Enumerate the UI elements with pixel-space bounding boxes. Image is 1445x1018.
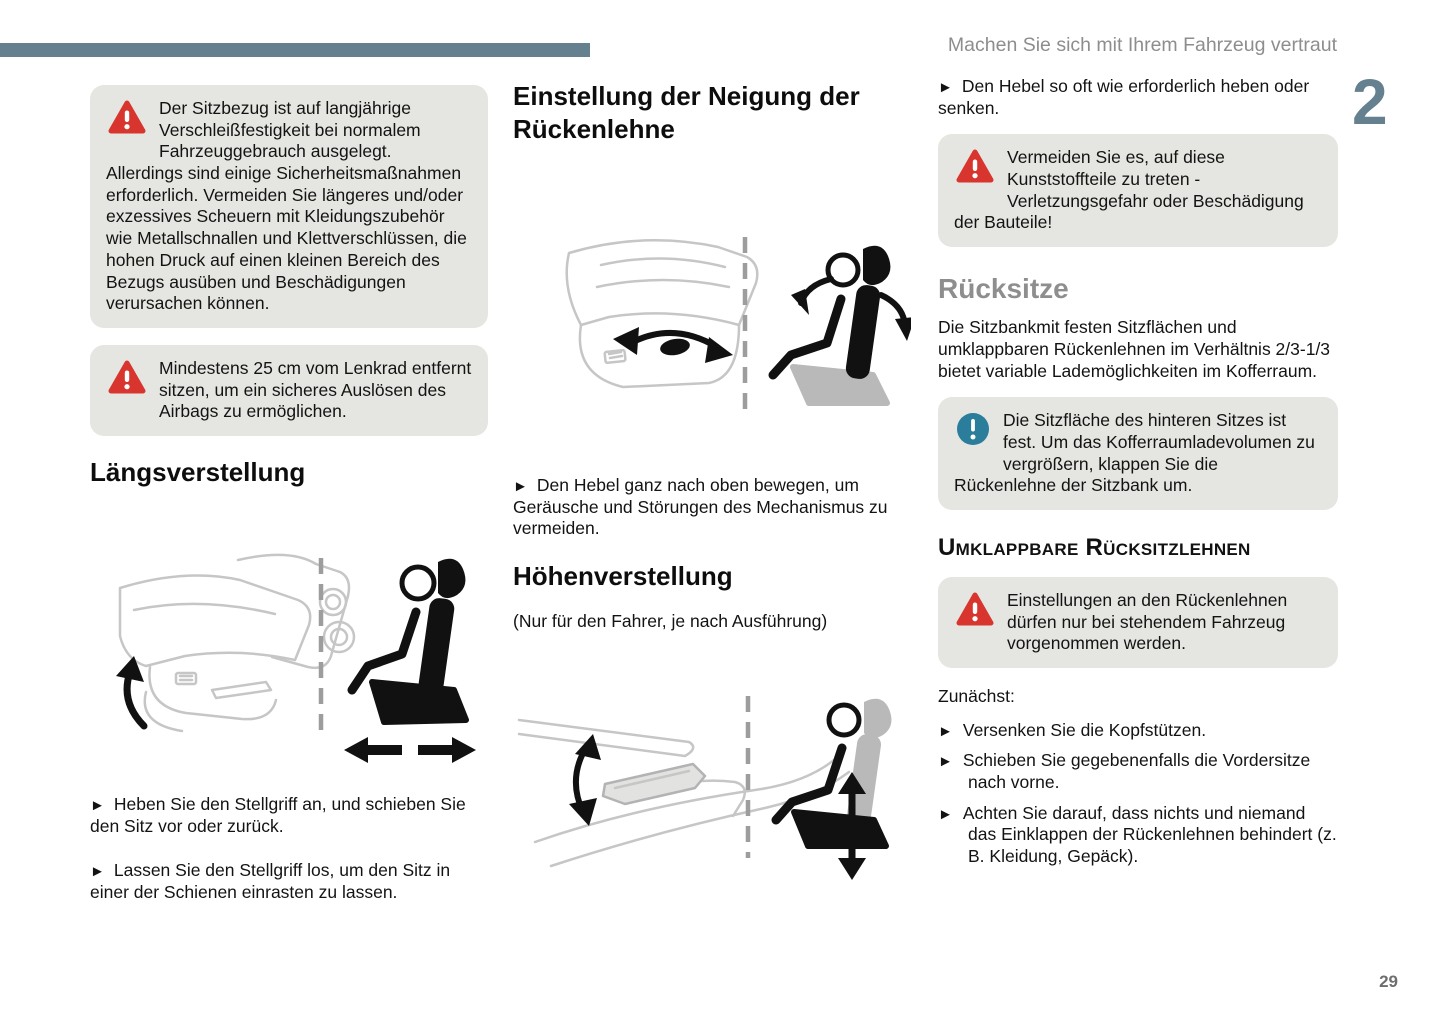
recline-pictogram <box>773 246 911 403</box>
bullet-text: Schieben Sie gegebenenfalls die Vordersitze nach vorne. <box>962 750 1311 793</box>
left-column <box>90 85 488 903</box>
intro-zunaechst: Zunächst: <box>938 686 1015 706</box>
bullet-item <box>513 475 911 540</box>
section-heading-hoehenverstellung: Höhenverstellung <box>513 561 733 592</box>
middle-column <box>513 80 911 880</box>
height-pictogram <box>776 699 891 880</box>
seat-rear-sketch <box>567 240 758 387</box>
lever-sketch <box>519 720 849 866</box>
bullet-text: Lassen Sie den Stellgriff los, um den Sitz in einer der Schienen einrasten zu lassen. <box>90 859 451 902</box>
bullet-arrow-icon: ► <box>938 722 953 740</box>
bullet-arrow-icon: ► <box>938 79 953 96</box>
backrest-tilt-illustration <box>513 225 911 455</box>
tilt-arrow-head-right <box>705 337 733 363</box>
page-header-title: Machen Sie sich mit Ihrem Fahrzeug vertraut <box>947 34 1337 56</box>
bullet-item <box>938 76 1338 119</box>
warning-triangle-icon <box>108 360 146 401</box>
bullet-item <box>938 803 1338 868</box>
bullet-text: Den Hebel ganz nach oben bewegen, um Geräusche und Störungen des Mechanismus zu vermeiden. <box>513 475 888 539</box>
bullet-item <box>938 750 1338 793</box>
info-circle-icon <box>956 412 990 452</box>
bullet-arrow-icon: ► <box>938 805 953 823</box>
bullet-text: Den Hebel so oft wie erforderlich heben oder senken. <box>938 76 1310 118</box>
longitudinal-adjustment-illustration <box>90 540 488 772</box>
warning-triangle-icon <box>956 592 994 633</box>
page-number: 29 <box>1379 972 1398 991</box>
warning-text: Der Sitzbezug ist auf langjährige Verschleißfestigkeit bei normalem Fahrzeuggebrauch ausgelegt. Allerdings sind einige Sicherheitsmaßnahmen erforderlich. Vermeiden Sie längeres und/oder exzessives Scheuern mit Kleidungszubehör wie Metallschnallen und Klettverschlüssen, die hohen Druck auf einen kleinen Bereich des Bezugs ausüben und Beschädigungen verursachen können. <box>106 98 467 314</box>
bullet-arrow-icon: ► <box>938 753 953 771</box>
warning-box-steering-distance <box>90 345 488 436</box>
info-text: Die Sitzfläche des hinteren Sitzes ist fest. Um das Kofferraumladevolumen zu vergrößern, klappen Sie die Rückenlehne der Sitzbank um. <box>954 410 1315 496</box>
note-driver-only: (Nur für den Fahrer, je nach Ausführung) <box>513 610 828 631</box>
bullet-arrow-icon: ► <box>90 862 105 880</box>
bullet-arrow-icon: ► <box>90 797 105 815</box>
bullet-item <box>90 794 488 837</box>
section-heading-neigung: Einstellung der Neigung der Rückenlehne <box>513 81 860 144</box>
warning-triangle-icon <box>108 100 146 141</box>
accent-bar <box>0 43 590 57</box>
section-heading-umklappbare-ruecksitzlehnen: Umklappbare Rücksitzlehnen <box>938 533 1251 561</box>
warning-box-seat-cover <box>90 85 488 328</box>
warning-text: Einstellungen an den Rückenlehnen dürfen nur bei stehendem Fahrzeug vorgenommen werden. <box>1007 589 1288 654</box>
bullet-item <box>938 720 1338 742</box>
warning-text: Mindestens 25 cm vom Lenkrad entfernt sitzen, um ein sicheres Auslösen des Airbags zu ermöglichen. <box>159 357 472 422</box>
bullet-text: Achten Sie darauf, dass nichts und niemand das Einklappen der Rückenlehnen behindert (z. B. Kleidung, Gepäck). <box>962 802 1337 867</box>
rear-seats-paragraph: Die Sitzbankmit festen Sitzflächen und umklappbaren Rückenlehnen im Verhältnis 2/3-1/3 bietet variable Lademöglichkeiten im Kofferraum. <box>938 317 1331 381</box>
bullet-arrow-icon: ► <box>513 478 528 495</box>
bullet-text: Versenken Sie die Kopfstützen. <box>962 719 1207 740</box>
recline-lever <box>659 337 691 358</box>
bullet-text: Heben Sie den Stellgriff an, und schieben Sie den Sitz vor oder zurück. <box>90 794 466 837</box>
height-adjustment-illustration <box>513 690 911 880</box>
chapter-number-tab: 2 <box>1352 66 1388 138</box>
lift-arrow-head <box>116 656 144 682</box>
warning-box-backrest-adjustment <box>938 577 1338 668</box>
right-column <box>938 76 1338 877</box>
warning-text: Vermeiden Sie es, auf diese Kunststoffteile zu treten - Verletzungsgefahr oder Beschädigung der Bauteile! <box>954 147 1304 233</box>
bullet-item <box>90 860 488 903</box>
warning-box-plastic-parts <box>938 134 1338 247</box>
slide-pictogram <box>344 559 476 763</box>
info-box-rear-seat <box>938 397 1338 510</box>
section-heading-laengsverstellung: Längsverstellung <box>90 456 306 487</box>
steps-list <box>938 720 1338 868</box>
warning-triangle-icon <box>956 149 994 190</box>
section-heading-ruecksitze: Rücksitze <box>938 273 1069 305</box>
height-arrow-head-down <box>569 798 597 826</box>
